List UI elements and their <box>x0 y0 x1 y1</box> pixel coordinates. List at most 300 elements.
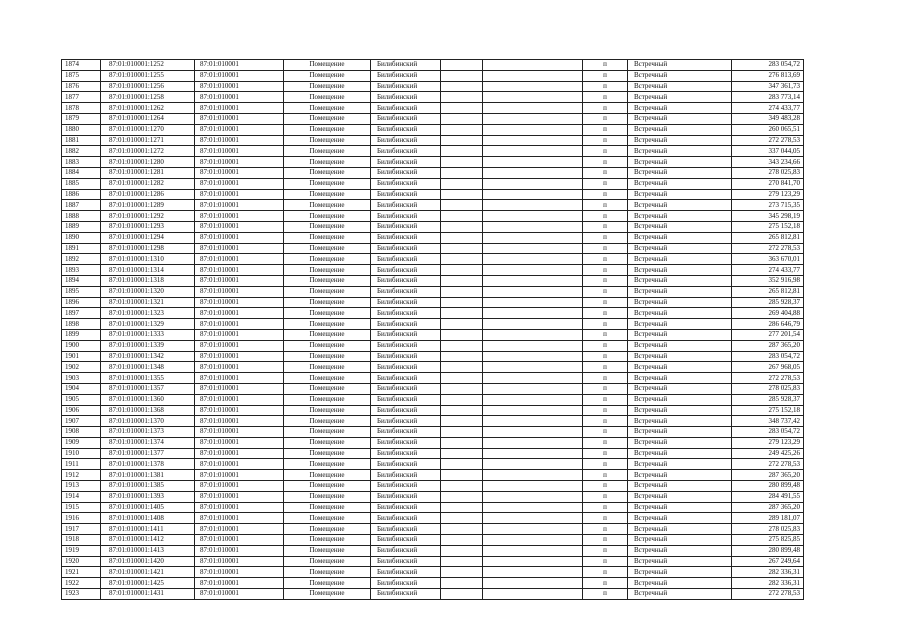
row-number-cell: 1910 <box>62 448 101 459</box>
mark-cell: п <box>583 416 628 427</box>
district-cell: Билибинский <box>371 329 441 340</box>
district-cell: Билибинский <box>371 578 441 589</box>
district-cell: Билибинский <box>371 416 441 427</box>
empty-cell <box>483 189 583 200</box>
cadastral-number-cell: 87:01:010001:1381 <box>101 470 195 481</box>
object-type-cell: Помещение <box>284 319 371 330</box>
quarter-number-cell: 87:01:010001 <box>195 578 284 589</box>
object-type-cell: Помещение <box>284 351 371 362</box>
cadastral-number-cell: 87:01:010001:1357 <box>101 383 195 394</box>
empty-cell <box>441 556 483 567</box>
object-type-cell: Помещение <box>284 459 371 470</box>
table-row <box>62 308 804 319</box>
empty-cell <box>441 167 483 178</box>
object-type-cell: Помещение <box>284 556 371 567</box>
method-cell: Встречный <box>628 254 732 265</box>
value-cell: 272 278,53 <box>732 135 804 146</box>
table-row <box>62 157 804 168</box>
cadastral-number-cell: 87:01:010001:1282 <box>101 178 195 189</box>
mark-cell: п <box>583 135 628 146</box>
empty-cell <box>483 297 583 308</box>
empty-cell <box>441 103 483 114</box>
table-row <box>62 578 804 589</box>
quarter-number-cell: 87:01:010001 <box>195 297 284 308</box>
table-row <box>62 297 804 308</box>
method-cell: Встречный <box>628 448 732 459</box>
method-cell: Встречный <box>628 265 732 276</box>
empty-cell <box>441 232 483 243</box>
cadastral-number-cell: 87:01:010001:1385 <box>101 481 195 492</box>
empty-cell <box>483 103 583 114</box>
row-number-cell: 1908 <box>62 427 101 438</box>
mark-cell: п <box>583 92 628 103</box>
method-cell: Встречный <box>628 103 732 114</box>
method-cell: Встречный <box>628 189 732 200</box>
row-number-cell: 1890 <box>62 232 101 243</box>
cadastral-number-cell: 87:01:010001:1374 <box>101 437 195 448</box>
table-row <box>62 481 804 492</box>
value-cell: 272 278,53 <box>732 373 804 384</box>
cadastral-number-cell: 87:01:010001:1360 <box>101 394 195 405</box>
empty-cell <box>483 70 583 81</box>
table-row <box>62 394 804 405</box>
cadastral-value-table <box>61 59 804 600</box>
table-row <box>62 524 804 535</box>
district-cell: Билибинский <box>371 124 441 135</box>
row-number-cell: 1913 <box>62 481 101 492</box>
quarter-number-cell: 87:01:010001 <box>195 189 284 200</box>
table-row <box>62 405 804 416</box>
district-cell: Билибинский <box>371 265 441 276</box>
object-type-cell: Помещение <box>284 286 371 297</box>
table-row <box>62 221 804 232</box>
quarter-number-cell: 87:01:010001 <box>195 524 284 535</box>
mark-cell: п <box>583 405 628 416</box>
value-cell: 287 365,20 <box>732 502 804 513</box>
table-row <box>62 459 804 470</box>
cadastral-number-cell: 87:01:010001:1431 <box>101 589 195 600</box>
district-cell: Билибинский <box>371 459 441 470</box>
cadastral-number-cell: 87:01:010001:1258 <box>101 92 195 103</box>
object-type-cell: Помещение <box>284 405 371 416</box>
table-row <box>62 92 804 103</box>
empty-cell <box>483 265 583 276</box>
object-type-cell: Помещение <box>284 362 371 373</box>
row-number-cell: 1917 <box>62 524 101 535</box>
mark-cell: п <box>583 491 628 502</box>
empty-cell <box>483 535 583 546</box>
object-type-cell: Помещение <box>284 470 371 481</box>
district-cell: Билибинский <box>371 405 441 416</box>
method-cell: Встречный <box>628 524 732 535</box>
empty-cell <box>483 124 583 135</box>
district-cell: Билибинский <box>371 60 441 71</box>
quarter-number-cell: 87:01:010001 <box>195 319 284 330</box>
table-body <box>62 60 804 600</box>
empty-cell <box>483 275 583 286</box>
value-cell: 283 054,72 <box>732 60 804 71</box>
value-cell: 275 825,85 <box>732 535 804 546</box>
quarter-number-cell: 87:01:010001 <box>195 448 284 459</box>
object-type-cell: Помещение <box>284 308 371 319</box>
cadastral-number-cell: 87:01:010001:1413 <box>101 545 195 556</box>
mark-cell: п <box>583 254 628 265</box>
object-type-cell: Помещение <box>284 211 371 222</box>
method-cell: Встречный <box>628 308 732 319</box>
object-type-cell: Помещение <box>284 189 371 200</box>
mark-cell: п <box>583 211 628 222</box>
empty-cell <box>441 405 483 416</box>
mark-cell: п <box>583 297 628 308</box>
table-row <box>62 189 804 200</box>
value-cell: 287 365,20 <box>732 340 804 351</box>
object-type-cell: Помещение <box>284 578 371 589</box>
method-cell: Встречный <box>628 232 732 243</box>
object-type-cell: Помещение <box>284 243 371 254</box>
object-type-cell: Помещение <box>284 297 371 308</box>
row-number-cell: 1905 <box>62 394 101 405</box>
method-cell: Встречный <box>628 329 732 340</box>
district-cell: Билибинский <box>371 351 441 362</box>
mark-cell: п <box>583 81 628 92</box>
table-row <box>62 265 804 276</box>
table-row <box>62 113 804 124</box>
value-cell: 278 025,83 <box>732 524 804 535</box>
table-row <box>62 146 804 157</box>
cadastral-number-cell: 87:01:010001:1280 <box>101 157 195 168</box>
district-cell: Билибинский <box>371 232 441 243</box>
value-cell: 267 249,64 <box>732 556 804 567</box>
cadastral-number-cell: 87:01:010001:1411 <box>101 524 195 535</box>
empty-cell <box>483 524 583 535</box>
table-row <box>62 589 804 600</box>
district-cell: Билибинский <box>371 567 441 578</box>
method-cell: Встречный <box>628 405 732 416</box>
row-number-cell: 1886 <box>62 189 101 200</box>
cadastral-number-cell: 87:01:010001:1408 <box>101 513 195 524</box>
method-cell: Встречный <box>628 200 732 211</box>
mark-cell: п <box>583 502 628 513</box>
district-cell: Билибинский <box>371 275 441 286</box>
value-cell: 280 899,48 <box>732 481 804 492</box>
method-cell: Встречный <box>628 70 732 81</box>
object-type-cell: Помещение <box>284 178 371 189</box>
district-cell: Билибинский <box>371 113 441 124</box>
mark-cell: п <box>583 157 628 168</box>
row-number-cell: 1880 <box>62 124 101 135</box>
row-number-cell: 1909 <box>62 437 101 448</box>
empty-cell <box>441 211 483 222</box>
mark-cell: п <box>583 200 628 211</box>
cadastral-number-cell: 87:01:010001:1377 <box>101 448 195 459</box>
mark-cell: п <box>583 524 628 535</box>
empty-cell <box>483 502 583 513</box>
empty-cell <box>441 535 483 546</box>
object-type-cell: Помещение <box>284 394 371 405</box>
mark-cell: п <box>583 329 628 340</box>
mark-cell: п <box>583 470 628 481</box>
cadastral-number-cell: 87:01:010001:1348 <box>101 362 195 373</box>
district-cell: Билибинский <box>371 556 441 567</box>
empty-cell <box>441 254 483 265</box>
row-number-cell: 1893 <box>62 265 101 276</box>
object-type-cell: Помещение <box>284 427 371 438</box>
object-type-cell: Помещение <box>284 221 371 232</box>
table-row <box>62 70 804 81</box>
mark-cell: п <box>583 60 628 71</box>
quarter-number-cell: 87:01:010001 <box>195 275 284 286</box>
quarter-number-cell: 87:01:010001 <box>195 459 284 470</box>
cadastral-number-cell: 87:01:010001:1270 <box>101 124 195 135</box>
row-number-cell: 1904 <box>62 383 101 394</box>
empty-cell <box>441 524 483 535</box>
method-cell: Встречный <box>628 178 732 189</box>
row-number-cell: 1921 <box>62 567 101 578</box>
value-cell: 280 899,48 <box>732 545 804 556</box>
row-number-cell: 1916 <box>62 513 101 524</box>
method-cell: Встречный <box>628 135 732 146</box>
object-type-cell: Помещение <box>284 124 371 135</box>
quarter-number-cell: 87:01:010001 <box>195 340 284 351</box>
empty-cell <box>483 167 583 178</box>
empty-cell <box>441 416 483 427</box>
method-cell: Встречный <box>628 297 732 308</box>
method-cell: Встречный <box>628 124 732 135</box>
quarter-number-cell: 87:01:010001 <box>195 491 284 502</box>
quarter-number-cell: 87:01:010001 <box>195 113 284 124</box>
district-cell: Билибинский <box>371 243 441 254</box>
mark-cell: п <box>583 286 628 297</box>
row-number-cell: 1923 <box>62 589 101 600</box>
value-cell: 260 065,51 <box>732 124 804 135</box>
empty-cell <box>441 92 483 103</box>
method-cell: Встречный <box>628 373 732 384</box>
mark-cell: п <box>583 578 628 589</box>
row-number-cell: 1906 <box>62 405 101 416</box>
method-cell: Встречный <box>628 502 732 513</box>
value-cell: 275 152,18 <box>732 405 804 416</box>
empty-cell <box>441 308 483 319</box>
empty-cell <box>483 146 583 157</box>
table-row <box>62 232 804 243</box>
district-cell: Билибинский <box>371 535 441 546</box>
value-cell: 285 928,37 <box>732 297 804 308</box>
empty-cell <box>483 459 583 470</box>
object-type-cell: Помещение <box>284 167 371 178</box>
empty-cell <box>483 589 583 600</box>
value-cell: 283 054,72 <box>732 351 804 362</box>
district-cell: Билибинский <box>371 254 441 265</box>
value-cell: 289 181,07 <box>732 513 804 524</box>
cadastral-number-cell: 87:01:010001:1320 <box>101 286 195 297</box>
mark-cell: п <box>583 545 628 556</box>
quarter-number-cell: 87:01:010001 <box>195 232 284 243</box>
method-cell: Встречный <box>628 535 732 546</box>
empty-cell <box>483 513 583 524</box>
row-number-cell: 1879 <box>62 113 101 124</box>
empty-cell <box>441 513 483 524</box>
row-number-cell: 1889 <box>62 221 101 232</box>
cadastral-number-cell: 87:01:010001:1425 <box>101 578 195 589</box>
district-cell: Билибинский <box>371 167 441 178</box>
quarter-number-cell: 87:01:010001 <box>195 178 284 189</box>
quarter-number-cell: 87:01:010001 <box>195 103 284 114</box>
empty-cell <box>441 351 483 362</box>
object-type-cell: Помещение <box>284 416 371 427</box>
quarter-number-cell: 87:01:010001 <box>195 589 284 600</box>
empty-cell <box>483 545 583 556</box>
district-cell: Билибинский <box>371 448 441 459</box>
row-number-cell: 1900 <box>62 340 101 351</box>
empty-cell <box>441 243 483 254</box>
row-number-cell: 1883 <box>62 157 101 168</box>
mark-cell: п <box>583 427 628 438</box>
quarter-number-cell: 87:01:010001 <box>195 221 284 232</box>
quarter-number-cell: 87:01:010001 <box>195 146 284 157</box>
empty-cell <box>483 556 583 567</box>
row-number-cell: 1887 <box>62 200 101 211</box>
cadastral-number-cell: 87:01:010001:1292 <box>101 211 195 222</box>
quarter-number-cell: 87:01:010001 <box>195 481 284 492</box>
method-cell: Встречный <box>628 286 732 297</box>
object-type-cell: Помещение <box>284 545 371 556</box>
value-cell: 282 336,31 <box>732 578 804 589</box>
quarter-number-cell: 87:01:010001 <box>195 416 284 427</box>
empty-cell <box>441 275 483 286</box>
cadastral-number-cell: 87:01:010001:1421 <box>101 567 195 578</box>
quarter-number-cell: 87:01:010001 <box>195 81 284 92</box>
empty-cell <box>441 189 483 200</box>
mark-cell: п <box>583 232 628 243</box>
empty-cell <box>441 200 483 211</box>
quarter-number-cell: 87:01:010001 <box>195 70 284 81</box>
object-type-cell: Помещение <box>284 81 371 92</box>
empty-cell <box>441 427 483 438</box>
row-number-cell: 1876 <box>62 81 101 92</box>
table-row <box>62 254 804 265</box>
row-number-cell: 1877 <box>62 92 101 103</box>
method-cell: Встречный <box>628 92 732 103</box>
empty-cell <box>441 567 483 578</box>
quarter-number-cell: 87:01:010001 <box>195 373 284 384</box>
quarter-number-cell: 87:01:010001 <box>195 362 284 373</box>
mark-cell: п <box>583 319 628 330</box>
value-cell: 363 670,01 <box>732 254 804 265</box>
empty-cell <box>441 70 483 81</box>
mark-cell: п <box>583 535 628 546</box>
district-cell: Билибинский <box>371 524 441 535</box>
district-cell: Билибинский <box>371 513 441 524</box>
mark-cell: п <box>583 189 628 200</box>
mark-cell: п <box>583 243 628 254</box>
table-row <box>62 211 804 222</box>
quarter-number-cell: 87:01:010001 <box>195 545 284 556</box>
table-row <box>62 535 804 546</box>
row-number-cell: 1884 <box>62 167 101 178</box>
row-number-cell: 1878 <box>62 103 101 114</box>
empty-cell <box>441 437 483 448</box>
quarter-number-cell: 87:01:010001 <box>195 405 284 416</box>
object-type-cell: Помещение <box>284 589 371 600</box>
row-number-cell: 1915 <box>62 502 101 513</box>
method-cell: Встречный <box>628 481 732 492</box>
district-cell: Билибинский <box>371 427 441 438</box>
mark-cell: п <box>583 459 628 470</box>
row-number-cell: 1912 <box>62 470 101 481</box>
cadastral-number-cell: 87:01:010001:1339 <box>101 340 195 351</box>
quarter-number-cell: 87:01:010001 <box>195 254 284 265</box>
district-cell: Билибинский <box>371 103 441 114</box>
method-cell: Встречный <box>628 416 732 427</box>
cadastral-number-cell: 87:01:010001:1286 <box>101 189 195 200</box>
empty-cell <box>441 286 483 297</box>
table-row <box>62 275 804 286</box>
quarter-number-cell: 87:01:010001 <box>195 308 284 319</box>
empty-cell <box>483 578 583 589</box>
value-cell: 274 433,77 <box>732 265 804 276</box>
value-cell: 265 812,81 <box>732 232 804 243</box>
table-row <box>62 340 804 351</box>
value-cell: 285 928,37 <box>732 394 804 405</box>
district-cell: Билибинский <box>371 157 441 168</box>
quarter-number-cell: 87:01:010001 <box>195 513 284 524</box>
empty-cell <box>483 405 583 416</box>
cadastral-number-cell: 87:01:010001:1370 <box>101 416 195 427</box>
table-row <box>62 243 804 254</box>
empty-cell <box>483 427 583 438</box>
mark-cell: п <box>583 221 628 232</box>
empty-cell <box>441 319 483 330</box>
district-cell: Билибинский <box>371 221 441 232</box>
value-cell: 283 054,72 <box>732 427 804 438</box>
empty-cell <box>441 81 483 92</box>
empty-cell <box>483 200 583 211</box>
value-cell: 283 773,14 <box>732 92 804 103</box>
quarter-number-cell: 87:01:010001 <box>195 200 284 211</box>
object-type-cell: Помещение <box>284 491 371 502</box>
mark-cell: п <box>583 481 628 492</box>
cadastral-number-cell: 87:01:010001:1393 <box>101 491 195 502</box>
mark-cell: п <box>583 275 628 286</box>
district-cell: Билибинский <box>371 200 441 211</box>
mark-cell: п <box>583 589 628 600</box>
empty-cell <box>441 221 483 232</box>
mark-cell: п <box>583 351 628 362</box>
table-row <box>62 286 804 297</box>
mark-cell: п <box>583 373 628 384</box>
cadastral-number-cell: 87:01:010001:1318 <box>101 275 195 286</box>
district-cell: Билибинский <box>371 189 441 200</box>
empty-cell <box>483 373 583 384</box>
empty-cell <box>483 308 583 319</box>
empty-cell <box>483 567 583 578</box>
method-cell: Встречный <box>628 319 732 330</box>
empty-cell <box>483 351 583 362</box>
object-type-cell: Помещение <box>284 200 371 211</box>
value-cell: 272 278,53 <box>732 459 804 470</box>
method-cell: Встречный <box>628 211 732 222</box>
cadastral-number-cell: 87:01:010001:1355 <box>101 373 195 384</box>
object-type-cell: Помещение <box>284 502 371 513</box>
empty-cell <box>441 545 483 556</box>
value-cell: 352 916,98 <box>732 275 804 286</box>
value-cell: 272 278,53 <box>732 243 804 254</box>
empty-cell <box>483 221 583 232</box>
row-number-cell: 1895 <box>62 286 101 297</box>
mark-cell: п <box>583 383 628 394</box>
mark-cell: п <box>583 70 628 81</box>
district-cell: Билибинский <box>371 373 441 384</box>
